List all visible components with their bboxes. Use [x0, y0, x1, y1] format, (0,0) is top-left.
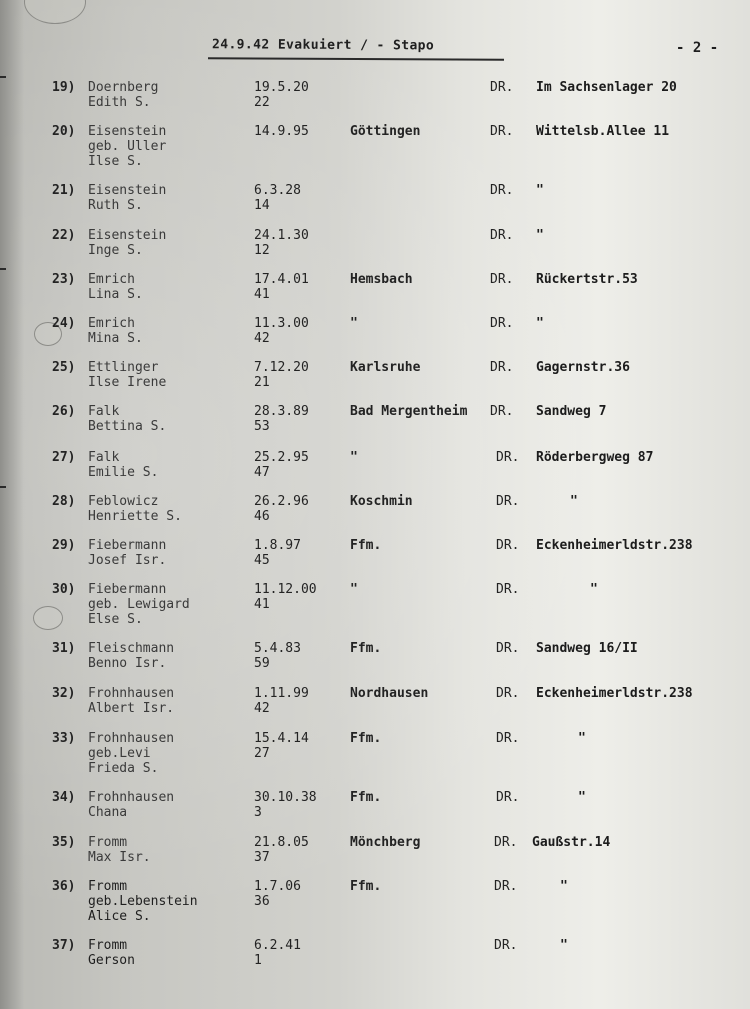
- entry-number: 22): [52, 228, 76, 243]
- person-name: Falk Bettina S.: [88, 404, 167, 434]
- list-entry: [0, 790, 750, 834]
- birth-date-and-age: 28.3.89 53: [254, 404, 309, 434]
- entry-number: 23): [52, 272, 76, 287]
- person-name: Frohnhausen Albert Isr.: [88, 686, 175, 716]
- nationality-code: DR.: [494, 879, 518, 894]
- list-entry: [0, 80, 750, 124]
- person-name: Eisenstein geb. Uller Ilse S.: [88, 124, 167, 169]
- entry-number: 33): [52, 731, 76, 746]
- list-entry: [0, 686, 750, 730]
- person-name: Fiebermann geb. Lewigard Else S.: [88, 582, 190, 627]
- nationality-code: DR.: [490, 183, 514, 198]
- birth-date-and-age: 21.8.05 37: [254, 835, 309, 865]
- birth-place: Karlsruhe: [350, 360, 421, 375]
- nationality-code: DR.: [494, 835, 518, 850]
- list-entry: [0, 641, 750, 685]
- entry-number: 21): [52, 183, 76, 198]
- address: Gaußstr.14: [532, 835, 611, 850]
- birth-place: Bad Mergentheim: [350, 404, 468, 419]
- address: ": [578, 790, 586, 805]
- entry-number: 37): [52, 938, 76, 953]
- address: ": [570, 494, 578, 509]
- person-name: Emrich Mina S.: [88, 316, 143, 346]
- person-name: Eisenstein Inge S.: [88, 228, 167, 258]
- document-header: 24.9.42 Evakuiert / - Stapo: [211, 37, 435, 54]
- entry-number: 30): [52, 582, 76, 597]
- birth-date-and-age: 5.4.83 59: [254, 641, 301, 671]
- address: ": [578, 731, 586, 746]
- birth-date-and-age: 1.8.97 45: [254, 538, 301, 568]
- list-entry: [0, 938, 750, 982]
- birth-place: Mönchberg: [350, 835, 421, 850]
- birth-place: Ffm.: [350, 879, 382, 894]
- person-name: Ettlinger Ilse Irene: [88, 360, 167, 390]
- entry-number: 31): [52, 641, 76, 656]
- address: Gagernstr.36: [536, 360, 630, 375]
- birth-date-and-age: 7.12.20 21: [254, 360, 309, 390]
- birth-date-and-age: 1.7.06 36: [254, 879, 301, 909]
- person-name: Falk Emilie S.: [88, 450, 159, 480]
- birth-date-and-age: 15.4.14 27: [254, 731, 309, 761]
- birth-date-and-age: 14.9.95: [254, 124, 309, 139]
- entry-number: 27): [52, 450, 76, 465]
- list-entry: [0, 124, 750, 174]
- nationality-code: DR.: [496, 450, 520, 465]
- nationality-code: DR.: [496, 494, 520, 509]
- list-entry: [0, 450, 750, 494]
- address: ": [536, 228, 544, 243]
- address: Eckenheimerldstr.238: [536, 686, 693, 701]
- birth-place: Koschmin: [350, 494, 413, 509]
- birth-date-and-age: 1.11.99 42: [254, 686, 309, 716]
- nationality-code: DR.: [490, 80, 514, 95]
- person-name: Fromm Max Isr.: [88, 835, 151, 865]
- birth-place: Nordhausen: [350, 686, 429, 701]
- nationality-code: DR.: [490, 124, 514, 139]
- birth-date-and-age: 17.4.01 41: [254, 272, 309, 302]
- birth-date-and-age: 11.3.00 42: [254, 316, 309, 346]
- nationality-code: DR.: [496, 790, 520, 805]
- entry-number: 36): [52, 879, 76, 894]
- list-entry: [0, 731, 750, 781]
- birth-date-and-age: 6.2.41 1: [254, 938, 301, 968]
- birth-place: Göttingen: [350, 124, 421, 139]
- entry-number: 19): [52, 80, 76, 95]
- nationality-code: DR.: [496, 641, 520, 656]
- birth-date-and-age: 26.2.96 46: [254, 494, 309, 524]
- entry-number: 24): [52, 316, 76, 331]
- person-name: Eisenstein Ruth S.: [88, 183, 167, 213]
- nationality-code: DR.: [490, 404, 514, 419]
- list-entry: [0, 582, 750, 632]
- entry-number: 34): [52, 790, 76, 805]
- birth-date-and-age: 6.3.28 14: [254, 183, 301, 213]
- list-entry: [0, 316, 750, 360]
- birth-place: Hemsbach: [350, 272, 413, 287]
- address: ": [590, 582, 598, 597]
- address: Eckenheimerldstr.238: [536, 538, 693, 553]
- nationality-code: DR.: [490, 228, 514, 243]
- birth-place: ": [350, 450, 358, 465]
- list-entry: [0, 272, 750, 316]
- page-number: - 2 -: [676, 40, 719, 56]
- address: Sandweg 16/II: [536, 641, 638, 656]
- person-name: Fleischmann Benno Isr.: [88, 641, 175, 671]
- person-name: Fromm Gerson: [88, 938, 135, 968]
- person-name: Emrich Lina S.: [88, 272, 143, 302]
- entry-number: 26): [52, 404, 76, 419]
- nationality-code: DR.: [490, 316, 514, 331]
- entry-number: 35): [52, 835, 76, 850]
- nationality-code: DR.: [496, 538, 520, 553]
- list-entry: [0, 360, 750, 404]
- address: ": [536, 316, 544, 331]
- list-entry: [0, 494, 750, 538]
- list-entry: [0, 879, 750, 929]
- birth-date-and-age: 30.10.38 3: [254, 790, 317, 820]
- birth-date-and-age: 11.12.00 41: [254, 582, 317, 612]
- birth-place: Ffm.: [350, 731, 382, 746]
- list-entry: [0, 228, 750, 272]
- list-entry: [0, 183, 750, 227]
- birth-place: ": [350, 316, 358, 331]
- nationality-code: DR.: [496, 582, 520, 597]
- address: Im Sachsenlager 20: [536, 80, 677, 95]
- person-name: Fromm geb.Lebenstein Alice S.: [88, 879, 198, 924]
- birth-place: ": [350, 582, 358, 597]
- list-entry: [0, 404, 750, 448]
- person-name: Fiebermann Josef Isr.: [88, 538, 167, 568]
- nationality-code: DR.: [490, 360, 514, 375]
- entry-number: 32): [52, 686, 76, 701]
- address: Rückertstr.53: [536, 272, 638, 287]
- person-name: Feblowicz Henriette S.: [88, 494, 182, 524]
- address: Sandweg 7: [536, 404, 607, 419]
- list-entry: [0, 538, 750, 582]
- address: Wittelsb.Allee 11: [536, 124, 670, 139]
- nationality-code: DR.: [490, 272, 514, 287]
- address: ": [560, 879, 568, 894]
- entry-number: 28): [52, 494, 76, 509]
- birth-place: Ffm.: [350, 538, 382, 553]
- birth-date-and-age: 19.5.20 22: [254, 80, 309, 110]
- birth-date-and-age: 24.1.30 12: [254, 228, 309, 258]
- person-name: Doernberg Edith S.: [88, 80, 159, 110]
- person-name: Frohnhausen geb.Levi Frieda S.: [88, 731, 175, 776]
- entry-number: 20): [52, 124, 76, 139]
- nationality-code: DR.: [496, 731, 520, 746]
- birth-place: Ffm.: [350, 641, 382, 656]
- entry-number: 29): [52, 538, 76, 553]
- nationality-code: DR.: [496, 686, 520, 701]
- address: ": [536, 183, 544, 198]
- address: Röderbergweg 87: [536, 450, 654, 465]
- address: ": [560, 938, 568, 953]
- birth-place: Ffm.: [350, 790, 382, 805]
- entry-number: 25): [52, 360, 76, 375]
- person-name: Frohnhausen Chana: [88, 790, 175, 820]
- list-entry: [0, 835, 750, 879]
- birth-date-and-age: 25.2.95 47: [254, 450, 309, 480]
- nationality-code: DR.: [494, 938, 518, 953]
